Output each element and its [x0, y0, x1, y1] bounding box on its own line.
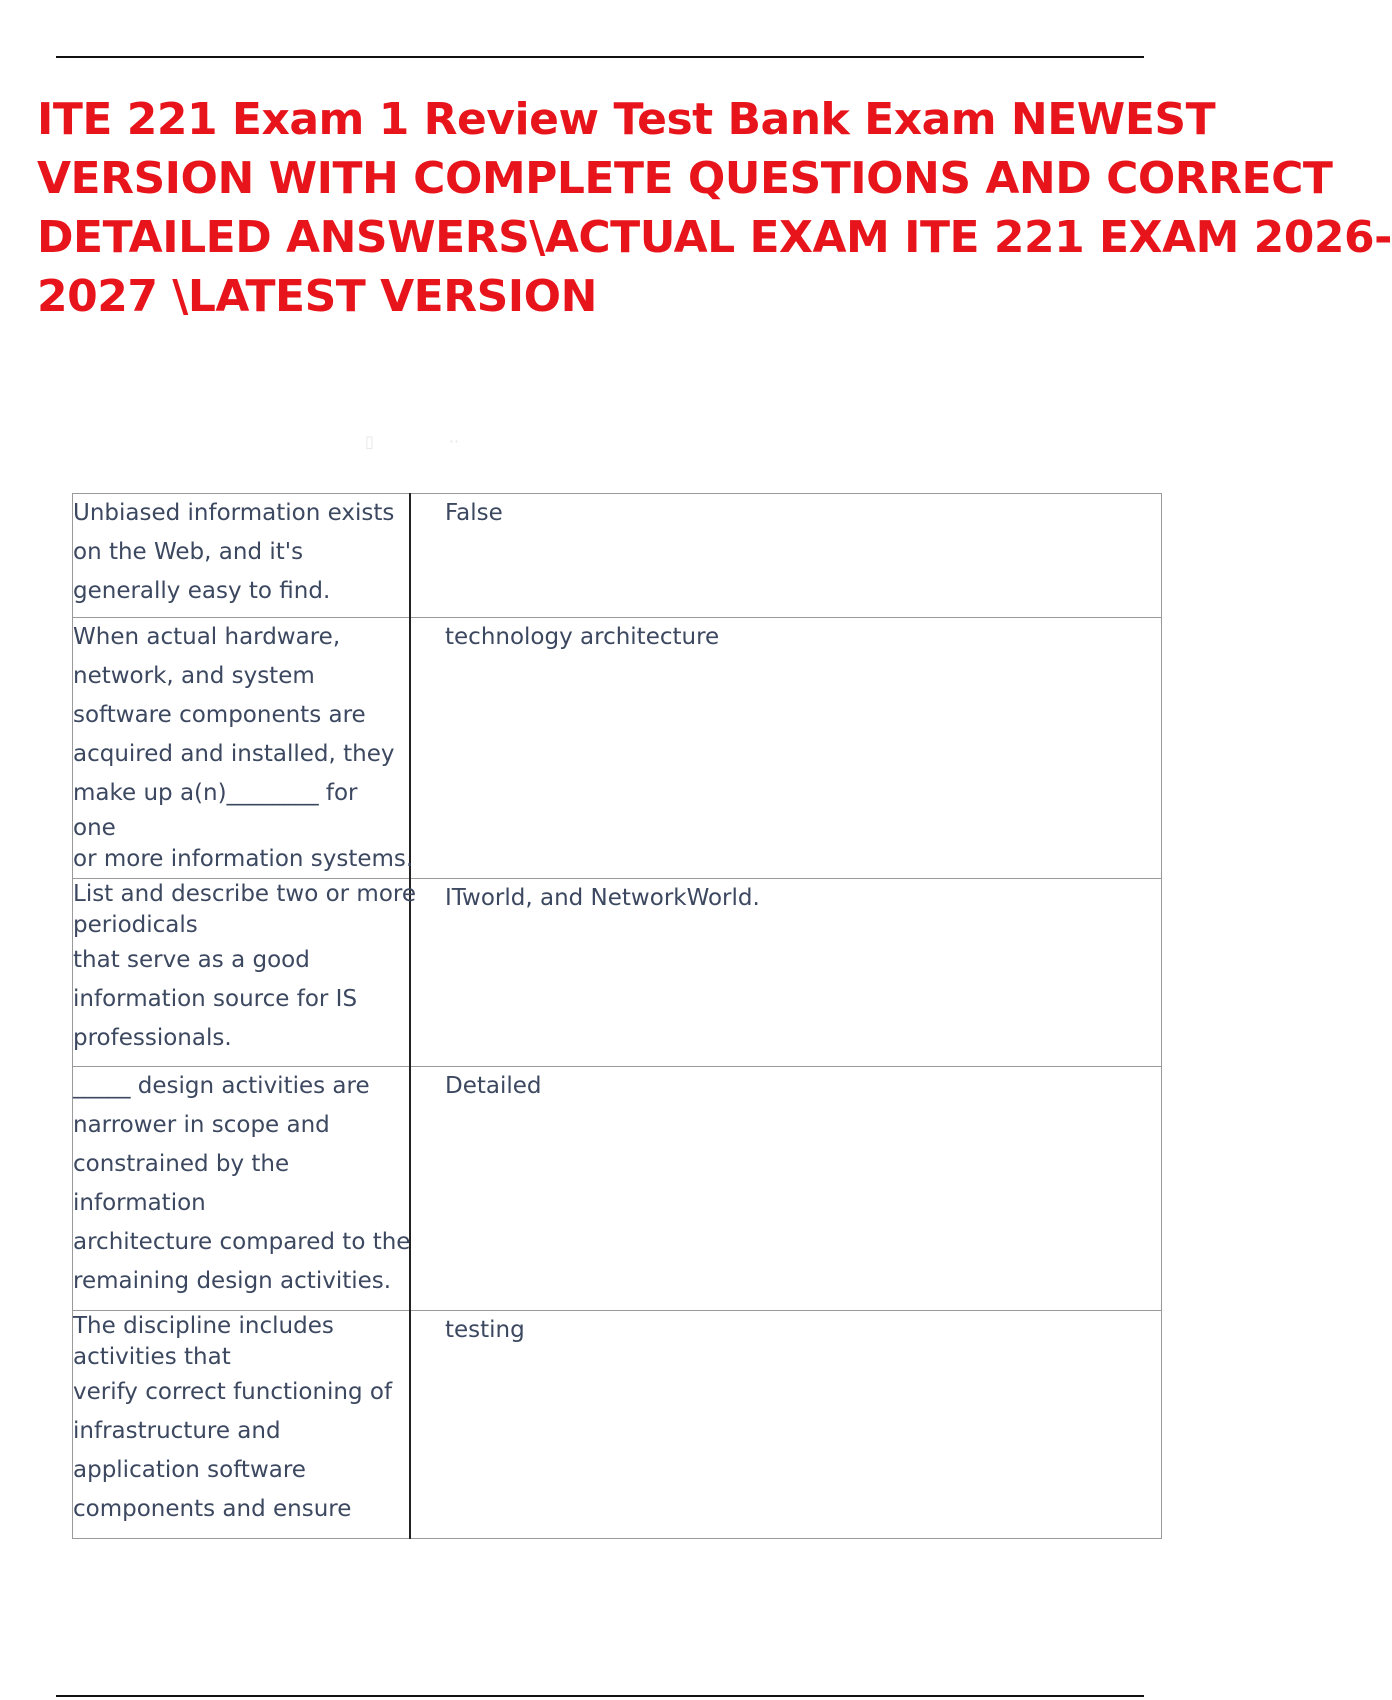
- question-line: application software: [73, 1457, 306, 1483]
- question-cell: [73, 494, 411, 618]
- question-line: generally easy to find.: [73, 578, 331, 604]
- answer-cell: testing: [410, 1311, 1162, 1539]
- faint-mark-icon: ··: [448, 432, 460, 451]
- question-line: acquired and installed, they: [73, 741, 395, 767]
- question-line: professionals.: [73, 1025, 232, 1051]
- faint-mark-icon: ▯: [365, 432, 374, 451]
- question-cell: [73, 1067, 411, 1311]
- document-title: [37, 90, 1392, 326]
- question-line: make up a(n)________ for: [73, 780, 358, 806]
- table-row: [73, 618, 1162, 879]
- question-line: When actual hardware,: [73, 624, 341, 650]
- question-line: verify correct functioning of: [73, 1379, 393, 1405]
- question-line: remaining design activities.: [73, 1268, 392, 1294]
- question-line: infrastructure and: [73, 1418, 281, 1444]
- question-line: components and ensure: [73, 1496, 352, 1522]
- question-line: information: [73, 1190, 206, 1216]
- question-line: network, and system: [73, 663, 315, 689]
- question-line: or more information systems.: [73, 846, 414, 872]
- question-answer-table: [72, 493, 1162, 1539]
- question-cell: [73, 618, 414, 879]
- answer-cell: Detailed: [410, 1067, 1162, 1311]
- question-line: constrained by the: [73, 1151, 290, 1177]
- answer-cell: ITworld, and NetworkWorld.: [410, 879, 1162, 1067]
- bottom-rule: [56, 1695, 1144, 1697]
- question-line: one: [73, 815, 116, 841]
- question-line: on the Web, and it's: [73, 539, 304, 565]
- question-line: List and describe two or more: [73, 881, 417, 907]
- title-line: VERSION WITH COMPLETE QUESTIONS AND CORRECT: [37, 153, 1333, 204]
- question-cell: [73, 1311, 411, 1539]
- table-row: [73, 1067, 1162, 1311]
- question-line: periodicals: [73, 912, 198, 938]
- top-rule: [56, 56, 1144, 58]
- question-line: Unbiased information exists: [73, 500, 395, 526]
- question-line: that serve as a good: [73, 947, 310, 973]
- answer-cell: technology architecture: [410, 618, 1162, 879]
- title-line: 2027 \LATEST VERSION: [37, 271, 597, 322]
- question-line: The discipline includes: [73, 1313, 334, 1339]
- table-row: [73, 1311, 1162, 1539]
- title-line: ITE 221 Exam 1 Review Test Bank Exam NEWEST: [37, 94, 1216, 145]
- question-cell: [73, 879, 417, 1067]
- answer-cell: False: [410, 494, 1162, 618]
- question-line: narrower in scope and: [73, 1112, 330, 1138]
- question-line: _____ design activities are: [73, 1073, 370, 1099]
- question-line: software components are: [73, 702, 366, 728]
- table-row: [73, 879, 1162, 1067]
- question-line: information source for IS: [73, 986, 358, 1012]
- title-line: DETAILED ANSWERS\ACTUAL EXAM ITE 221 EXAM 2026-: [37, 212, 1392, 263]
- question-line: activities that: [73, 1344, 231, 1370]
- faint-watermark-marks: [365, 432, 529, 451]
- question-line: architecture compared to the: [73, 1229, 411, 1255]
- table-row: [73, 494, 1162, 618]
